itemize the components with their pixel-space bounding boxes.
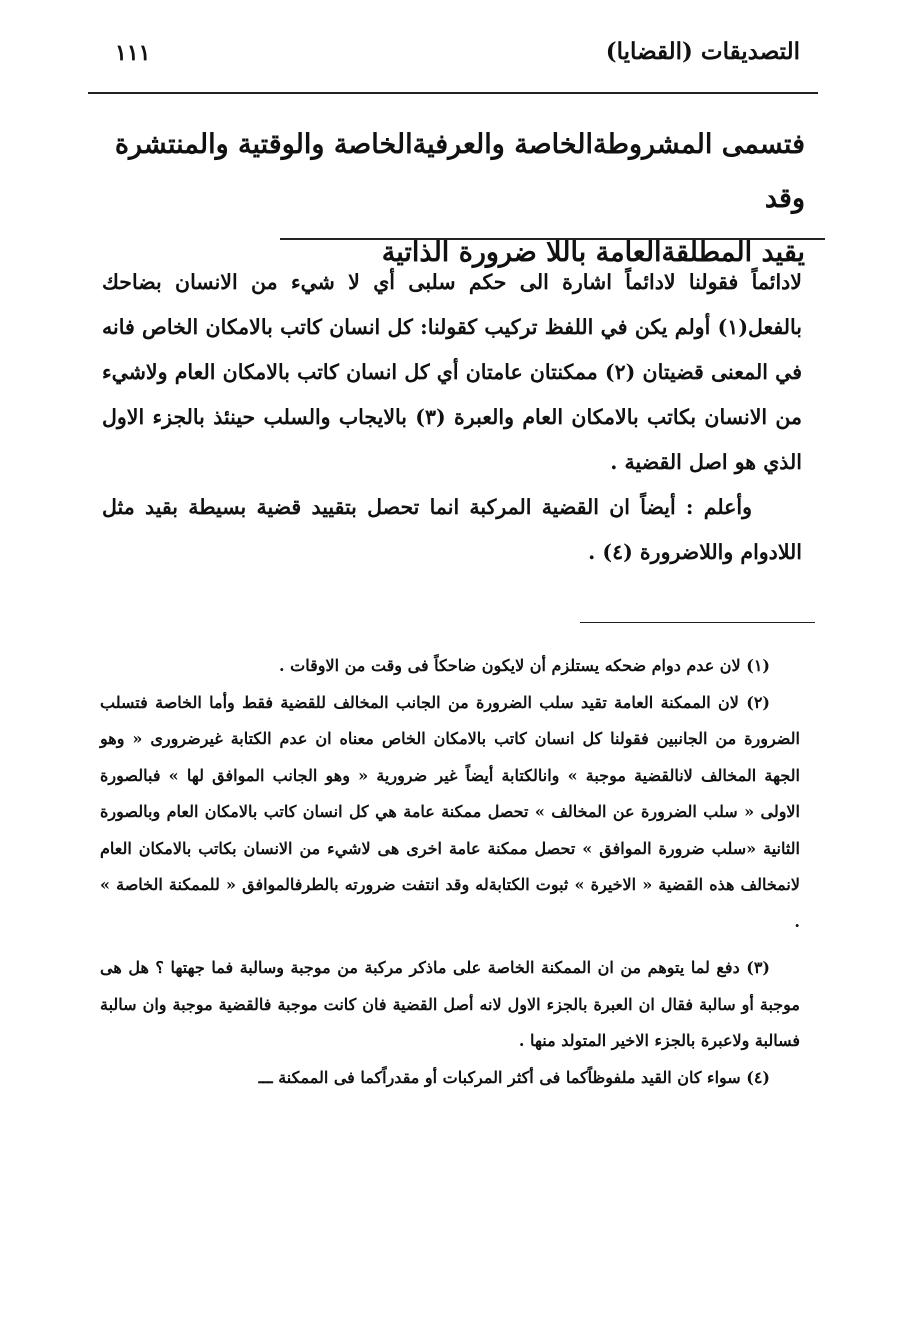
banner-line: فتسمى المشروطةالخاصة والعرفيةالخاصة والوقتية والمنتشرة وقد [114,129,805,214]
banner-rule [280,238,825,240]
summary-banner [85,118,805,280]
footnote-rule [580,622,815,623]
header-rule [88,92,818,94]
body-paragraph: لادائماً فقولنا لادائماً اشارة الى حكم سلبى أي لا شيء من الانسان بضاحك بالفعل(١) أولم يكن في اللفظ تركيب كقولنا: كل انسان كاتب بالامكان الخاص فانه في المعنى قضيتان (٢) ممكنتان عامتان أي كل انسان كاتب بالامكان العام ولاشيء من الانسان بكاتب بالامكان العام والعبرة (٣) بالايجاب والسلب حينئذ بالجزء الاول الذي هو اصل القضية . [102,270,803,474]
banner-line: يقيد المطلقةالعامة باللا ضرورة الذاتية [381,237,805,268]
running-title: التصديقات (القضايا) [605,38,800,65]
footnote: (٣) دفع لما يتوهم من ان الممكنة الخاصة على ماذكر مركبة من موجبة وسالبة فما جهتها ؟ هل هى موجبة أو سالبة فقال ان العبرة بالجزء الاول لانه أصل القضية فان كانت موجبة فالقضية موجبة وان سالبة فسالبة ولاعبرة بالجزء الاخير المتولد منها . [100,958,800,1050]
footnote: (٢) لان الممكنة العامة تقيد سلب الضرورة من الجانب المخالف للقضية فقط وأما الخاصة فتسلب الضرورة من الجانبين فقولنا كل انسان كاتب بالامكان الخاص معناه ان عدم الكتابة غيرضرورى « وهو الجهة المخالف لانالقضية موجبة » وانالكتابة أيضاً غير ضرورية « وهو الجانب الموافق لها » فبالصورة الاولى « سلب الضرورة عن المخالف » تحصل ممكنة عامة هي كل انسان كاتب بالامكان العام وبالصورة الثانية «سلب ضرورة الموافق » تحصل ممكنة عامة اخرى هى لاشيء من الانسان بكاتب بالامكان العام لانمخالف هذه القضية « الاخيرة » ثبوت الكتابةله وقد انتفت ضرورته بالطرفالموافق « للممكنة الخاصة » . [100,692,801,931]
footnotes [100,648,800,1096]
body-paragraph: وأعلم : أيضاً ان القضية المركبة انما تحصل بتقييد قضية بسيطة بقيد مثل اللادوام واللاضرورة (٤) . [102,495,802,564]
footnote: (١) لان عدم دوام ضحكه يستلزم أن لايكون ضاحكاً فى وقت من الاوقات . [279,656,770,675]
footnote: (٤) سواء كان القيد ملفوظاًكما فى أكثر المركبات أو مقدراًكما فى الممكنة ـــ [258,1067,770,1087]
page-header [105,38,800,80]
page-number: ١١١ [115,40,151,66]
main-text [102,260,802,575]
